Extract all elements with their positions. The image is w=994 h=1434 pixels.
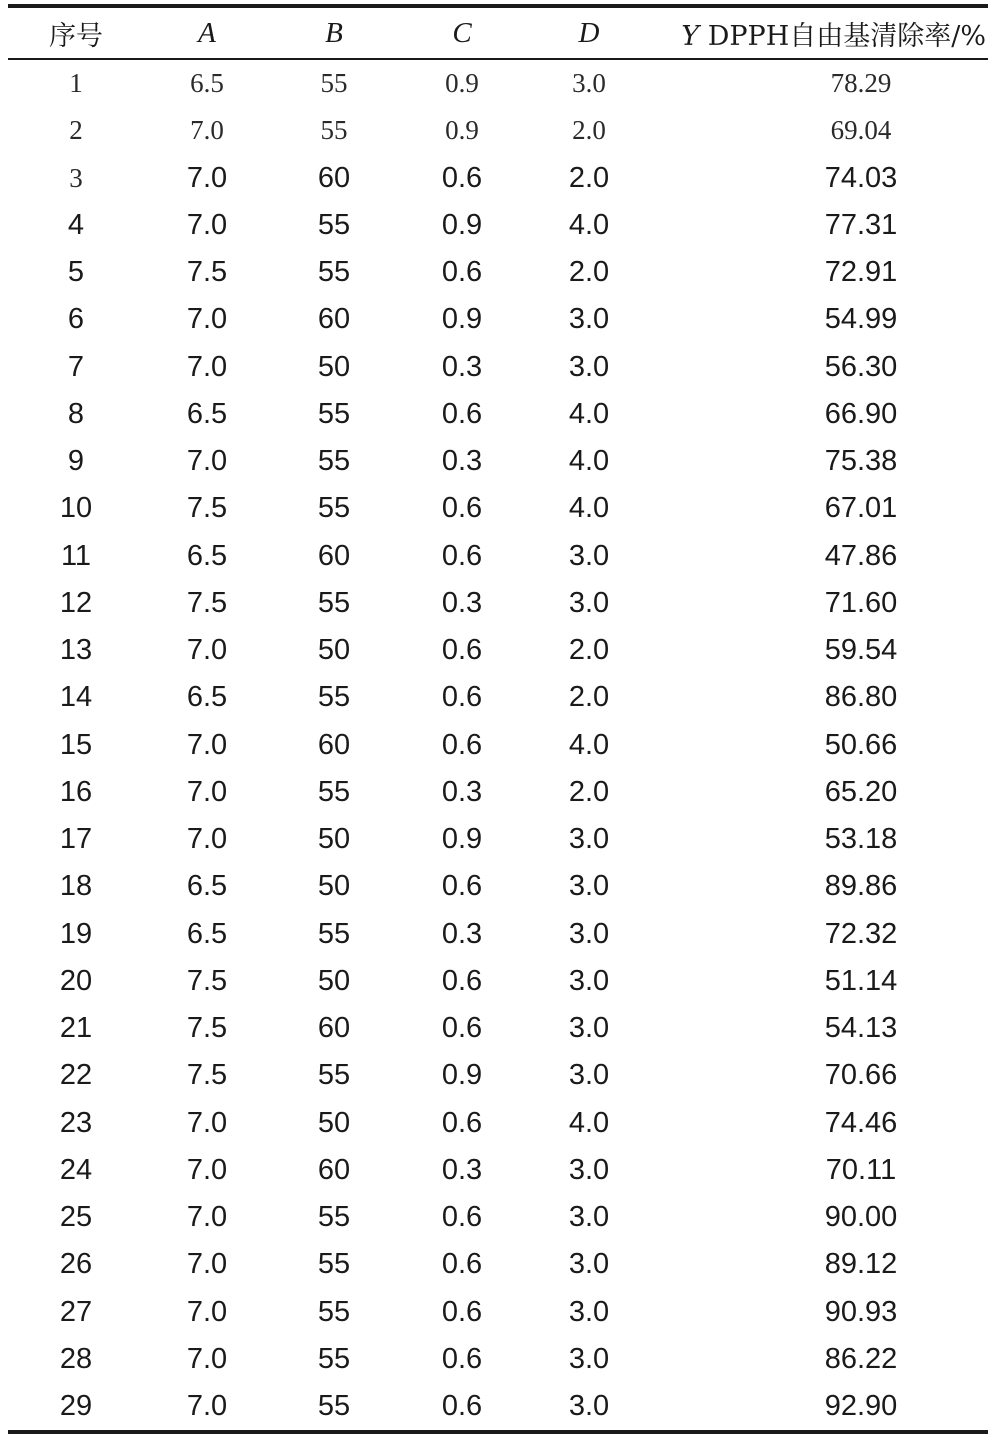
cell-factor-c: 0.6 xyxy=(441,1201,483,1234)
cell-serial-number: 5 xyxy=(67,256,85,289)
cell-factor-c: 0.9 xyxy=(441,823,483,856)
table-row xyxy=(8,155,988,202)
cell-response-y: 92.90 xyxy=(824,1390,898,1423)
table-row xyxy=(8,722,988,769)
cell-response-y: 77.31 xyxy=(824,208,898,241)
table-row xyxy=(8,60,988,107)
cell-response-y: 71.60 xyxy=(824,586,898,619)
cell-factor-c: 0.3 xyxy=(441,586,483,619)
cell-factor-b: 50 xyxy=(317,1106,351,1139)
cell-factor-a: 7.0 xyxy=(186,823,228,856)
cell-factor-a: 7.0 xyxy=(186,1295,228,1328)
cell-response-y: 51.14 xyxy=(824,964,898,997)
cell-factor-b: 55 xyxy=(317,917,351,950)
table-row xyxy=(8,863,988,910)
cell-factor-d: 2.0 xyxy=(568,634,610,667)
cell-factor-b: 55 xyxy=(317,492,351,525)
cell-factor-a: 7.0 xyxy=(186,161,228,194)
table-row xyxy=(8,816,988,863)
cell-factor-a: 7.0 xyxy=(186,634,228,667)
header-response-y-label: DPPH自由基清除率/% xyxy=(699,20,986,52)
table-row xyxy=(8,202,988,249)
cell-factor-d: 4.0 xyxy=(568,445,610,478)
table-row xyxy=(8,1147,988,1194)
cell-factor-a: 6.5 xyxy=(186,681,228,714)
cell-factor-d: 4.0 xyxy=(568,1106,610,1139)
cell-factor-c: 0.9 xyxy=(441,303,483,336)
cell-factor-d: 3.0 xyxy=(568,870,610,903)
cell-factor-a: 7.0 xyxy=(186,1153,228,1186)
cell-factor-b: 50 xyxy=(317,870,351,903)
cell-response-y: 54.99 xyxy=(824,303,898,336)
cell-serial-number: 16 xyxy=(59,775,93,808)
cell-factor-c: 0.6 xyxy=(441,539,483,572)
cell-factor-b: 55 xyxy=(317,445,351,478)
cell-factor-b: 60 xyxy=(317,1153,351,1186)
cell-factor-b: 55 xyxy=(320,115,348,146)
table-row xyxy=(8,1194,988,1241)
cell-response-y: 78.29 xyxy=(830,68,892,99)
cell-response-y: 70.11 xyxy=(825,1153,897,1186)
cell-serial-number: 18 xyxy=(59,870,93,903)
header-serial-number: 序号 xyxy=(49,20,103,52)
cell-factor-a: 6.5 xyxy=(186,397,228,430)
cell-factor-a: 7.5 xyxy=(186,1059,228,1092)
cell-serial-number: 15 xyxy=(59,728,93,761)
table-body xyxy=(8,60,988,1430)
cell-response-y: 65.20 xyxy=(824,775,898,808)
cell-factor-c: 0.3 xyxy=(441,1153,483,1186)
cell-factor-c: 0.6 xyxy=(441,1295,483,1328)
table-row xyxy=(8,627,988,674)
table-row xyxy=(8,344,988,391)
cell-factor-b: 55 xyxy=(317,397,351,430)
cell-factor-d: 3.0 xyxy=(568,1012,610,1045)
experiment-results-body xyxy=(8,60,988,1430)
table-row xyxy=(8,958,988,1005)
cell-serial-number: 3 xyxy=(69,162,83,193)
cell-factor-c: 0.6 xyxy=(441,1390,483,1423)
cell-factor-d: 4.0 xyxy=(568,208,610,241)
cell-response-y: 86.22 xyxy=(824,1342,898,1375)
table-row xyxy=(8,1289,988,1336)
cell-factor-a: 7.5 xyxy=(186,492,228,525)
cell-factor-a: 7.0 xyxy=(190,115,224,146)
cell-factor-a: 7.0 xyxy=(186,303,228,336)
cell-factor-a: 6.5 xyxy=(186,917,228,950)
cell-factor-a: 7.0 xyxy=(186,208,228,241)
cell-factor-c: 0.3 xyxy=(441,350,483,383)
header-factor-b: B xyxy=(325,16,343,49)
cell-serial-number: 14 xyxy=(59,681,93,714)
cell-factor-b: 50 xyxy=(317,350,351,383)
cell-serial-number: 22 xyxy=(59,1059,93,1092)
cell-factor-d: 3.0 xyxy=(568,1248,610,1281)
cell-factor-b: 55 xyxy=(317,1342,351,1375)
table-row xyxy=(8,1052,988,1099)
cell-serial-number: 26 xyxy=(59,1248,93,1281)
cell-serial-number: 7 xyxy=(67,350,85,383)
cell-factor-d: 3.0 xyxy=(568,1342,610,1375)
cell-factor-b: 55 xyxy=(317,1248,351,1281)
table-row xyxy=(8,438,988,485)
cell-factor-d: 3.0 xyxy=(568,964,610,997)
cell-serial-number: 1 xyxy=(69,68,83,99)
cell-factor-a: 7.0 xyxy=(186,1201,228,1234)
cell-factor-b: 55 xyxy=(317,208,351,241)
cell-serial-number: 27 xyxy=(59,1295,93,1328)
cell-response-y: 89.86 xyxy=(824,870,898,903)
cell-response-y: 74.03 xyxy=(824,161,898,194)
cell-serial-number: 29 xyxy=(59,1390,93,1423)
cell-serial-number: 20 xyxy=(59,964,93,997)
cell-factor-b: 55 xyxy=(317,775,351,808)
table-row xyxy=(8,674,988,721)
table-header-row xyxy=(8,8,988,58)
cell-factor-b: 50 xyxy=(317,964,351,997)
cell-serial-number: 28 xyxy=(59,1342,93,1375)
cell-response-y: 53.18 xyxy=(824,823,898,856)
cell-response-y: 70.66 xyxy=(824,1059,898,1092)
cell-factor-d: 3.0 xyxy=(568,1201,610,1234)
table-row xyxy=(8,533,988,580)
cell-serial-number: 23 xyxy=(59,1106,93,1139)
cell-factor-a: 7.0 xyxy=(186,1248,228,1281)
cell-serial-number: 21 xyxy=(59,1012,93,1045)
cell-factor-c: 0.6 xyxy=(441,1248,483,1281)
cell-response-y: 75.38 xyxy=(824,445,898,478)
cell-factor-c: 0.9 xyxy=(445,115,479,146)
cell-response-y: 47.86 xyxy=(824,539,898,572)
cell-factor-b: 60 xyxy=(317,728,351,761)
cell-factor-c: 0.9 xyxy=(441,208,483,241)
cell-factor-c: 0.6 xyxy=(441,870,483,903)
cell-response-y: 90.00 xyxy=(824,1201,898,1234)
cell-factor-c: 0.6 xyxy=(441,964,483,997)
table-row xyxy=(8,296,988,343)
cell-factor-d: 2.0 xyxy=(568,775,610,808)
cell-response-y: 66.90 xyxy=(824,397,898,430)
cell-factor-c: 0.6 xyxy=(441,728,483,761)
cell-factor-d: 2.0 xyxy=(572,115,606,146)
header-factor-a: A xyxy=(198,16,216,49)
table-row xyxy=(8,249,988,296)
cell-factor-b: 55 xyxy=(317,1295,351,1328)
table-row xyxy=(8,1005,988,1052)
cell-factor-a: 7.5 xyxy=(186,586,228,619)
cell-factor-d: 3.0 xyxy=(568,586,610,619)
cell-factor-d: 4.0 xyxy=(568,397,610,430)
cell-factor-d: 3.0 xyxy=(568,539,610,572)
cell-factor-d: 3.0 xyxy=(568,823,610,856)
cell-response-y: 89.12 xyxy=(824,1248,898,1281)
cell-factor-a: 7.5 xyxy=(186,256,228,289)
table-row xyxy=(8,1100,988,1147)
cell-factor-c: 0.9 xyxy=(445,68,479,99)
cell-factor-d: 3.0 xyxy=(568,1153,610,1186)
cell-factor-b: 60 xyxy=(317,161,351,194)
cell-factor-c: 0.6 xyxy=(441,634,483,667)
cell-factor-a: 7.0 xyxy=(186,1106,228,1139)
header-response-y xyxy=(652,8,988,58)
cell-factor-b: 55 xyxy=(317,681,351,714)
cell-factor-d: 3.0 xyxy=(568,350,610,383)
cell-serial-number: 9 xyxy=(67,445,85,478)
cell-factor-b: 55 xyxy=(317,1059,351,1092)
cell-serial-number: 17 xyxy=(59,823,93,856)
cell-factor-b: 55 xyxy=(317,256,351,289)
cell-serial-number: 8 xyxy=(67,397,85,430)
cell-factor-d: 3.0 xyxy=(568,1059,610,1092)
table-row xyxy=(8,1383,988,1430)
cell-factor-b: 55 xyxy=(317,586,351,619)
cell-factor-c: 0.6 xyxy=(441,1012,483,1045)
cell-factor-d: 3.0 xyxy=(572,68,606,99)
cell-factor-b: 50 xyxy=(317,823,351,856)
cell-serial-number: 19 xyxy=(59,917,93,950)
cell-factor-b: 55 xyxy=(320,68,348,99)
cell-factor-c: 0.6 xyxy=(441,681,483,714)
table-row xyxy=(8,391,988,438)
cell-factor-d: 2.0 xyxy=(568,681,610,714)
table-row xyxy=(8,580,988,627)
cell-serial-number: 10 xyxy=(59,492,93,525)
cell-factor-a: 7.0 xyxy=(186,775,228,808)
cell-factor-d: 2.0 xyxy=(568,161,610,194)
cell-serial-number: 25 xyxy=(59,1201,93,1234)
experiment-results-table xyxy=(8,8,988,58)
cell-factor-b: 60 xyxy=(317,1012,351,1045)
cell-serial-number: 2 xyxy=(69,115,83,146)
cell-factor-d: 2.0 xyxy=(568,256,610,289)
cell-factor-c: 0.3 xyxy=(441,775,483,808)
cell-serial-number: 11 xyxy=(60,539,92,572)
cell-factor-a: 6.5 xyxy=(190,68,224,99)
cell-factor-c: 0.9 xyxy=(441,1059,483,1092)
header-factor-c: C xyxy=(452,16,472,49)
cell-factor-a: 7.0 xyxy=(186,350,228,383)
cell-factor-d: 3.0 xyxy=(568,917,610,950)
table-row xyxy=(8,911,988,958)
cell-factor-a: 7.0 xyxy=(186,445,228,478)
cell-serial-number: 12 xyxy=(59,586,93,619)
cell-response-y: 67.01 xyxy=(824,492,898,525)
table-row xyxy=(8,769,988,816)
cell-factor-b: 50 xyxy=(317,634,351,667)
cell-factor-c: 0.6 xyxy=(441,161,483,194)
table-row xyxy=(8,107,988,154)
cell-factor-a: 7.5 xyxy=(186,1012,228,1045)
cell-factor-b: 60 xyxy=(317,539,351,572)
cell-factor-b: 60 xyxy=(317,303,351,336)
cell-factor-a: 7.0 xyxy=(186,728,228,761)
cell-factor-a: 6.5 xyxy=(186,870,228,903)
cell-serial-number: 24 xyxy=(59,1153,93,1186)
cell-factor-a: 7.5 xyxy=(186,964,228,997)
table-row xyxy=(8,1241,988,1288)
cell-response-y: 90.93 xyxy=(824,1295,898,1328)
data-table-container xyxy=(8,4,988,1434)
cell-response-y: 72.32 xyxy=(824,917,898,950)
cell-response-y: 54.13 xyxy=(824,1012,898,1045)
cell-factor-c: 0.3 xyxy=(441,917,483,950)
header-response-y-symbol: Y xyxy=(681,20,700,52)
cell-factor-c: 0.6 xyxy=(441,397,483,430)
cell-factor-a: 6.5 xyxy=(186,539,228,572)
header-factor-d: D xyxy=(578,16,600,49)
cell-response-y: 50.66 xyxy=(824,728,898,761)
cell-factor-c: 0.3 xyxy=(441,445,483,478)
cell-response-y: 59.54 xyxy=(824,634,898,667)
cell-factor-b: 55 xyxy=(317,1390,351,1423)
cell-response-y: 69.04 xyxy=(830,115,892,146)
cell-factor-c: 0.6 xyxy=(441,492,483,525)
cell-factor-d: 4.0 xyxy=(568,492,610,525)
table-row xyxy=(8,1336,988,1383)
cell-response-y: 74.46 xyxy=(824,1106,898,1139)
cell-serial-number: 6 xyxy=(67,303,85,336)
cell-factor-a: 7.0 xyxy=(186,1390,228,1423)
cell-factor-c: 0.6 xyxy=(441,256,483,289)
cell-response-y: 86.80 xyxy=(824,681,898,714)
table-row xyxy=(8,485,988,532)
cell-factor-d: 3.0 xyxy=(568,303,610,336)
cell-factor-d: 3.0 xyxy=(568,1295,610,1328)
cell-factor-c: 0.6 xyxy=(441,1106,483,1139)
cell-response-y: 72.91 xyxy=(824,256,898,289)
cell-factor-d: 4.0 xyxy=(568,728,610,761)
table-bottom-rule xyxy=(8,1430,988,1434)
cell-response-y: 56.30 xyxy=(824,350,898,383)
cell-factor-a: 7.0 xyxy=(186,1342,228,1375)
cell-serial-number: 4 xyxy=(67,208,85,241)
cell-serial-number: 13 xyxy=(59,634,93,667)
cell-factor-d: 3.0 xyxy=(568,1390,610,1423)
cell-factor-b: 55 xyxy=(317,1201,351,1234)
cell-factor-c: 0.6 xyxy=(441,1342,483,1375)
